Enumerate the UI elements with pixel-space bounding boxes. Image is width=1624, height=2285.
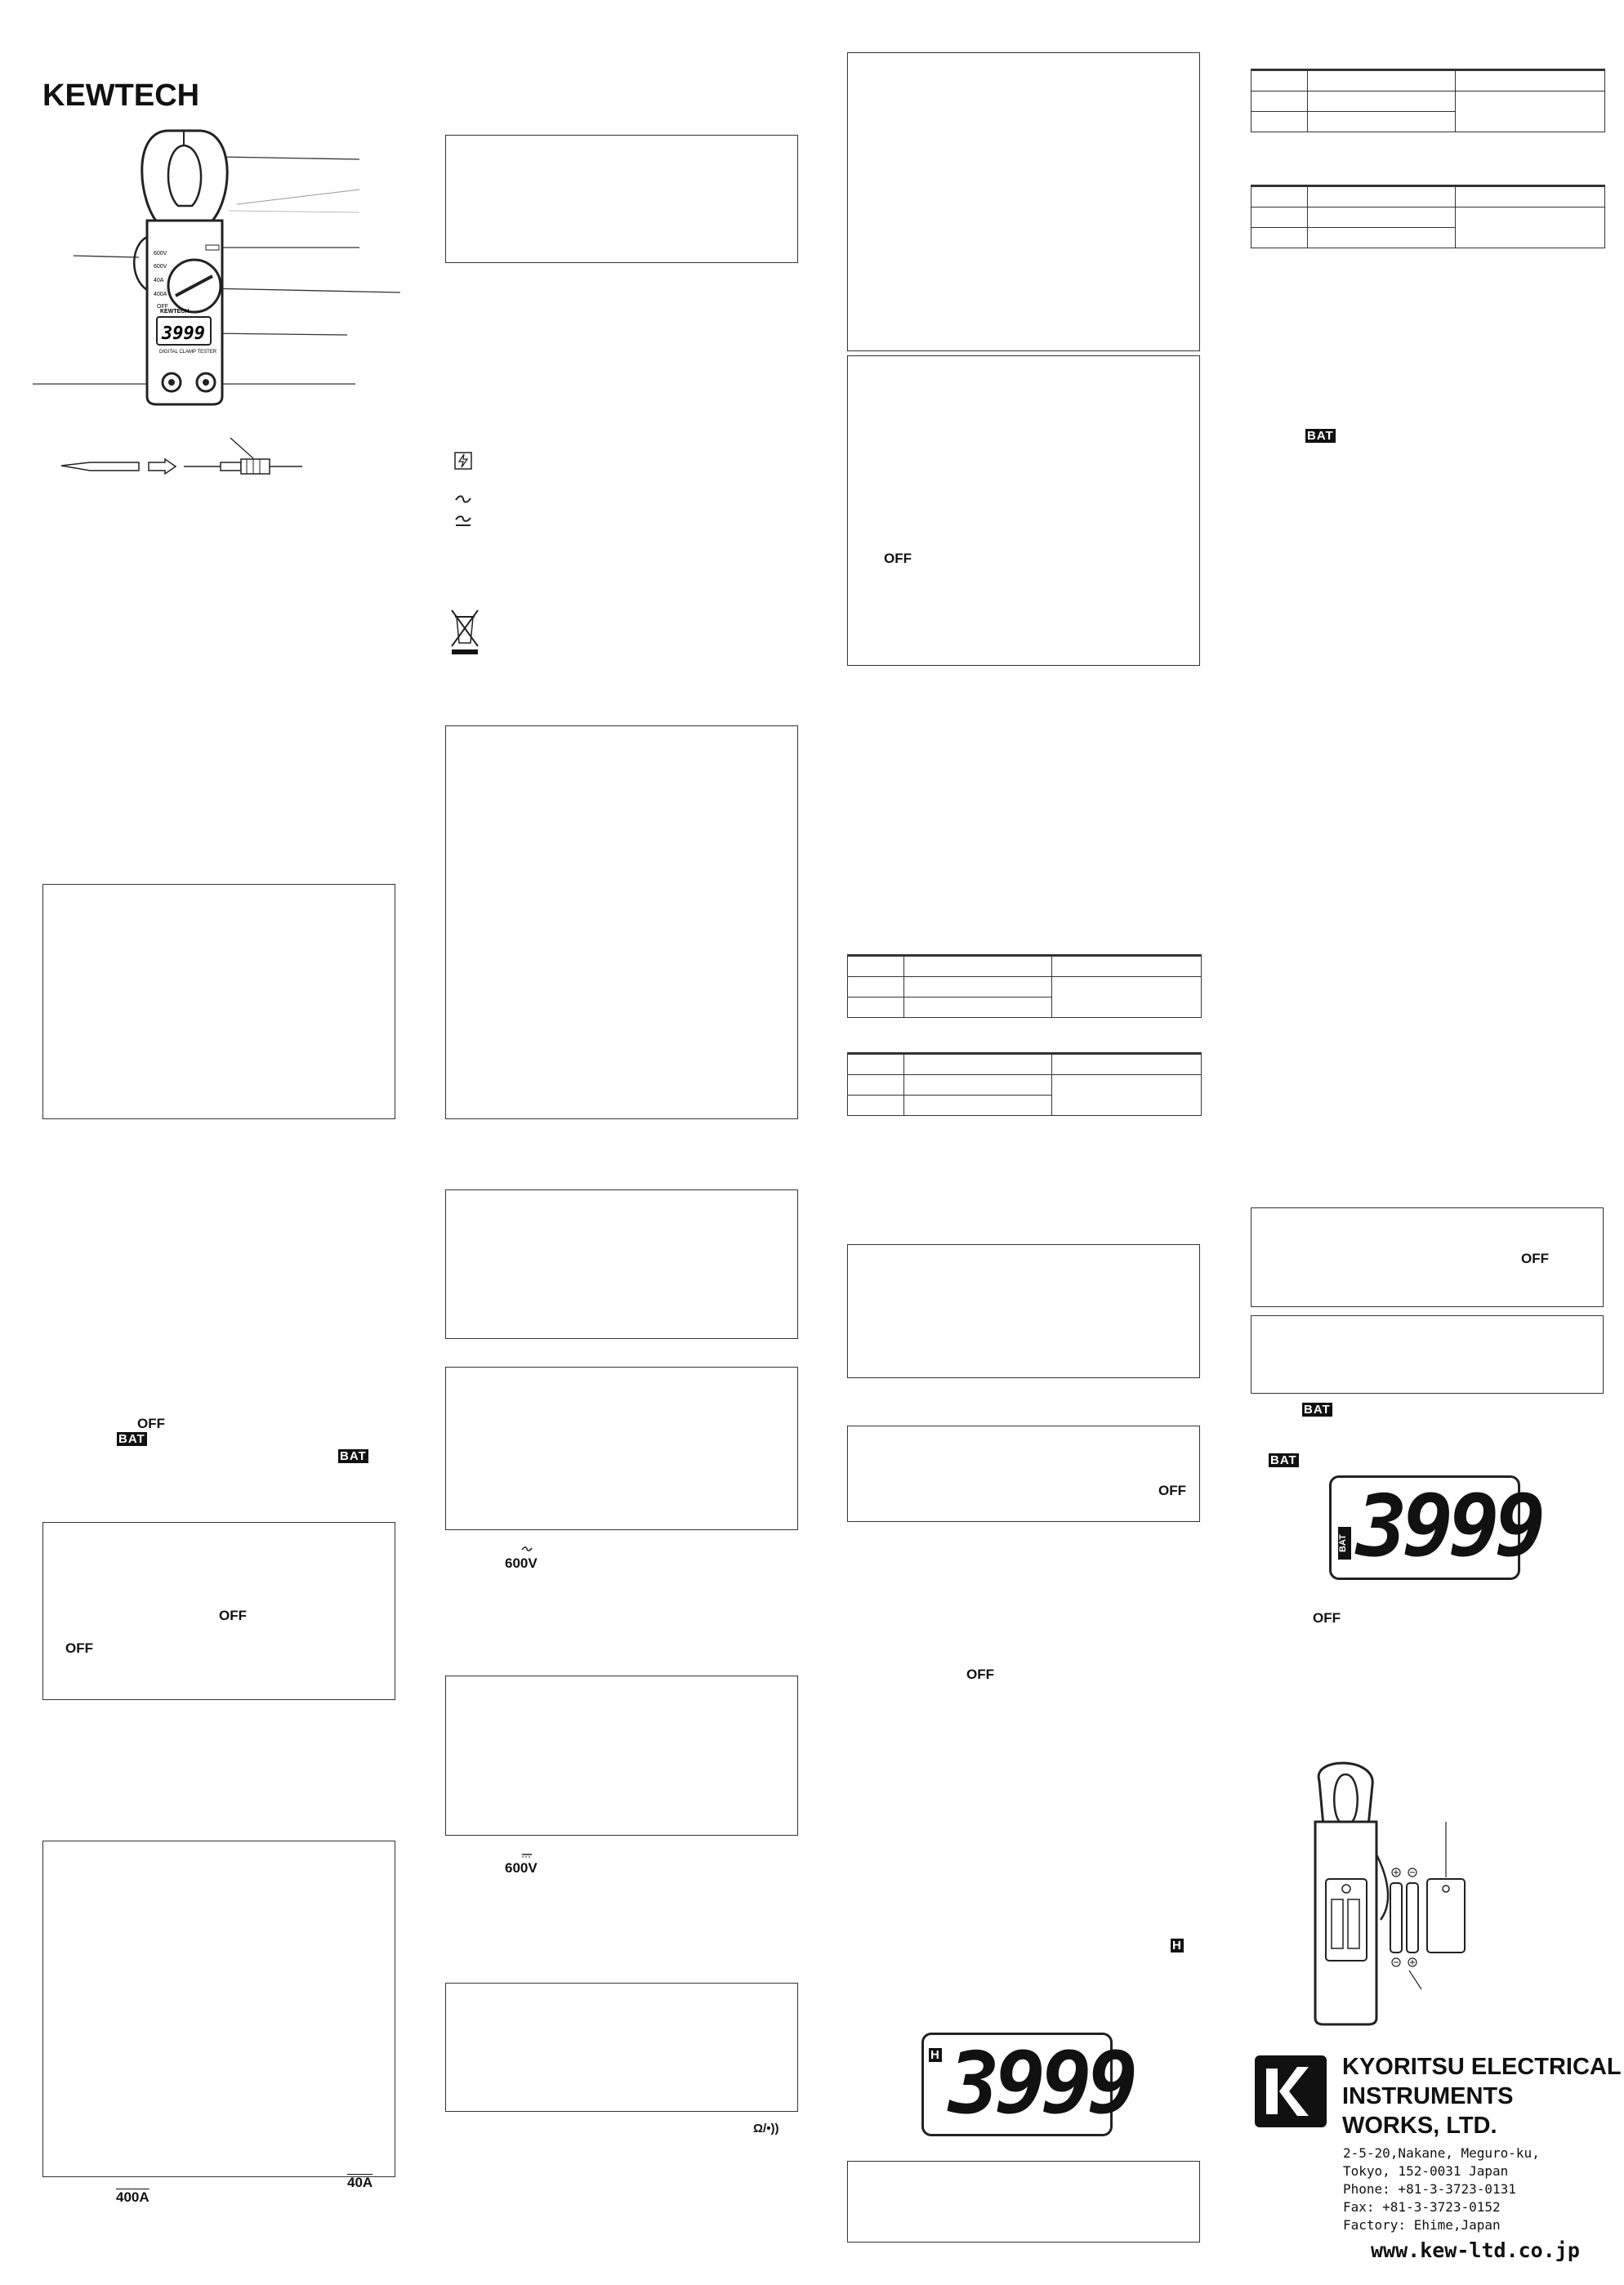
off-label: OFF [1313, 1610, 1341, 1626]
column2-box-2 [445, 725, 798, 1119]
off-label: OFF [884, 551, 912, 566]
company-website[interactable]: www.kew-ltd.co.jp [1371, 2238, 1580, 2262]
svg-text:600V: 600V [154, 251, 167, 257]
lightning-icon [454, 452, 472, 470]
column2-box-6 [445, 1983, 798, 2112]
range-40a-label: 40A [347, 2175, 373, 2190]
column4-box-1 [1251, 1207, 1604, 1307]
off-label: OFF [137, 1416, 165, 1431]
svg-text:400A: 400A [154, 292, 167, 297]
hold-indicator: H [930, 2048, 940, 2062]
column3-box-5 [847, 2161, 1200, 2243]
kyoritsu-logo [1255, 2055, 1327, 2127]
lcd-hold-display [921, 2033, 1134, 2136]
kewtech-logo: KEWTECH [42, 78, 200, 113]
range-600v-ac-label: 600V [505, 1555, 538, 1571]
ac-icon [454, 493, 472, 505]
column3-box-4 [847, 1426, 1200, 1522]
bat-vertical-indicator: BAT [1338, 1527, 1351, 1560]
probe-cap-illustration [57, 431, 335, 480]
battery-replacement-illustration [1295, 1756, 1499, 2034]
bat-indicator: BAT [118, 1432, 145, 1446]
ohm-buzzer-label: Ω/•)) [753, 2122, 779, 2135]
clamp-meter-illustration [16, 114, 408, 425]
spec-table-2 [847, 1052, 1202, 1116]
lcd-digits: 3999 [948, 2033, 1134, 2133]
column3-box-1 [847, 52, 1200, 351]
spec-table-1 [847, 954, 1202, 1018]
column1-box-3 [42, 1841, 395, 2177]
company-address-1: 2-5-20,Nakane, Meguro-ku, [1343, 2145, 1540, 2161]
company-name-line1: KYORITSU ELECTRICAL [1342, 2054, 1622, 2080]
svg-text:3999: 3999 [162, 324, 205, 344]
company-phone: Phone: +81-3-3723-0131 [1343, 2181, 1516, 2197]
column2-box-5 [445, 1676, 798, 1836]
column2-box-4 [445, 1367, 798, 1530]
weee-bin-icon [450, 609, 480, 656]
company-factory: Factory: Ehime,Japan [1343, 2217, 1501, 2233]
company-name-line2: INSTRUMENTS [1342, 2083, 1514, 2109]
acdc-icon [454, 515, 472, 529]
off-label: OFF [1158, 1483, 1186, 1498]
column3-box-2 [847, 355, 1200, 666]
lcd-bat-display [1329, 1475, 1541, 1580]
company-address-2: Tokyo, 152-0031 Japan [1343, 2163, 1509, 2179]
svg-text:40A: 40A [154, 278, 164, 283]
range-600v-dc-label: 600V [505, 1860, 538, 1876]
bat-indicator: BAT [1270, 1453, 1297, 1467]
off-label: OFF [1521, 1251, 1549, 1266]
range-400a-label: 400A [116, 2189, 149, 2205]
svg-text:600V: 600V [154, 264, 167, 270]
off-label: OFF [219, 1608, 247, 1623]
off-label: OFF [966, 1667, 994, 1682]
column2-box-1 [445, 135, 798, 263]
svg-text:KEWTECH: KEWTECH [160, 309, 190, 315]
hold-indicator: H [1172, 1939, 1182, 1953]
dc-icon [521, 1853, 533, 1858]
company-name-line3: WORKS, LTD. [1342, 2113, 1497, 2139]
bat-indicator: BAT [1307, 429, 1334, 443]
bat-indicator: BAT [1304, 1403, 1331, 1417]
off-label: OFF [65, 1640, 93, 1656]
ac-icon [521, 1546, 533, 1552]
bat-indicator: BAT [340, 1449, 367, 1463]
column3-box-3 [847, 1244, 1200, 1378]
svg-text:DIGITAL CLAMP TESTER: DIGITAL CLAMP TESTER [159, 350, 217, 355]
lcd-digits: 3999 [1356, 1476, 1541, 1576]
column2-box-3 [445, 1189, 798, 1339]
company-fax: Fax: +81-3-3723-0152 [1343, 2199, 1501, 2215]
spec-table-3 [1251, 69, 1605, 132]
svg-text:OFF: OFF [157, 304, 168, 310]
column1-box-1 [42, 884, 395, 1119]
spec-table-4 [1251, 185, 1605, 248]
column4-box-2 [1251, 1315, 1604, 1394]
